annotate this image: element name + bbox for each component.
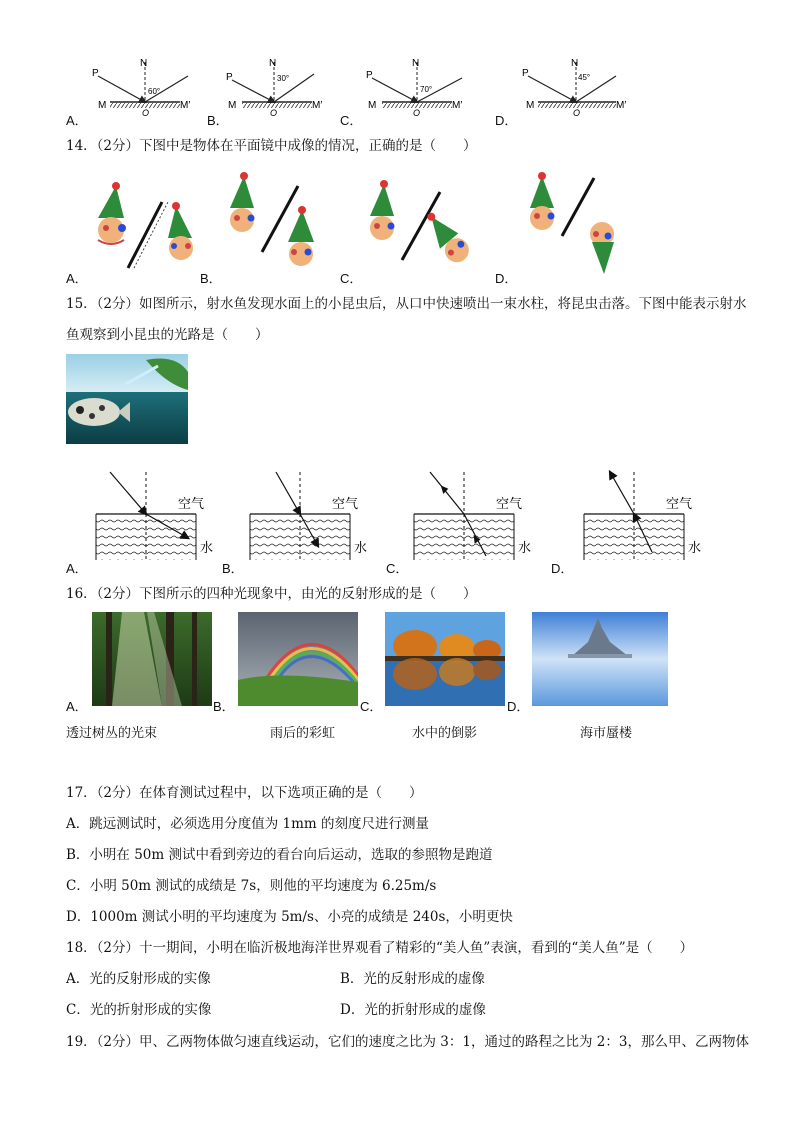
svg-text:水: 水 [354,540,368,555]
q13-diagram-b [222,56,352,118]
q18-option-a: A．光的反射形成的实像 [66,971,211,987]
q14-option-b-letter: B． [200,271,222,286]
label-p: P [92,68,99,79]
water-reflection-photo [385,612,505,706]
q17-option-b: B．小明在 50m 测试中看到旁边的看台向后运动，选取的参照物是跑道 [66,847,493,863]
q15-stem-line2: 鱼观察到小昆虫的光路是（ ） [66,327,269,343]
clown-object-icon [530,172,555,230]
q16-caption-d: 海市蜃楼 [580,726,633,741]
q13-diagram-a [80,56,210,118]
q14-diagram-d [520,172,630,275]
svg-text:空气: 空气 [666,496,693,511]
q14-diagram-b [218,172,333,275]
q15-option-d-letter: D． [551,561,574,576]
q17-option-c: C．小明 50m 测试的成绩是 7s，则他的平均速度为 6.25m/s [66,878,437,894]
svg-text:M: M [526,100,535,111]
angle-label: 60° [148,87,161,96]
svg-text:M′: M′ [452,100,463,111]
svg-text:P: P [522,68,529,79]
q13-option-a-letter: A． [66,113,88,128]
q19-stem: 19．（2分）甲、乙两物体做匀速直线运动，它们的速度之比为 3：1，通过的路程之比为 2：3，那么甲、乙两物体 [66,1034,749,1050]
mirage-photo [532,612,668,706]
svg-text:O: O [573,108,581,118]
svg-text:O: O [413,108,421,118]
q18-option-d: D．光的折射形成的虚像 [340,1002,486,1018]
clown-object-icon [370,180,395,240]
q17-option-a: A．跳远测试时，必须选用分度值为 1mm 的刻度尺进行测量 [66,816,430,832]
q16-option-c-letter: C． [360,699,383,714]
q15-diagram-a [92,468,222,568]
q13-diagram-c [362,56,492,118]
svg-text:N: N [412,58,420,69]
q15-stem-line1: 15．（2分）如图所示，射水鱼发现水面上的小昆虫后，从口中快速喷出一束水柱，将昆虫击落。下图中能表示射水 [66,296,747,312]
q15-option-b-letter: B． [222,561,244,576]
mirror-icon [128,202,168,268]
q13-diagram-d [516,56,646,118]
svg-text:N: N [269,58,277,69]
q14-option-a-letter: A． [66,271,88,286]
clown-image-icon [590,222,614,274]
q16-option-a-letter: A． [66,699,88,714]
clown-image-icon [288,206,314,266]
q16-caption-a: 透过树丛的光束 [66,726,158,741]
clown-object-icon [230,172,255,232]
q13-option-c-letter: C． [340,113,363,128]
q16-caption-b: 雨后的彩虹 [270,726,336,741]
svg-text:M: M [368,100,377,111]
mirror-icon [562,178,594,236]
q15-diagram-c [410,468,540,568]
q16-caption-c: 水中的倒影 [412,726,478,741]
svg-text:M′: M′ [616,100,627,111]
svg-text:水: 水 [200,540,214,555]
mirror-icon [262,186,298,252]
q18-option-b: B．光的反射形成的虚像 [340,971,485,987]
svg-text:空气: 空气 [496,496,523,511]
svg-text:空气: 空气 [332,496,359,511]
q15-diagram-d [580,468,710,568]
svg-text:P: P [366,70,373,81]
svg-text:水: 水 [688,540,702,555]
svg-text:P: P [226,72,233,83]
q15-option-a-letter: A． [66,561,88,576]
svg-text:70°: 70° [420,85,433,94]
clown-image-icon [168,202,193,260]
svg-text:M′: M′ [312,100,323,111]
svg-text:O: O [270,108,278,118]
q17-stem: 17．（2分）在体育测试过程中，以下选项正确的是（ ） [66,785,423,801]
svg-text:45°: 45° [578,73,591,82]
q13-option-b-letter: B． [207,113,229,128]
clown-object-icon [98,182,126,244]
q14-stem: 14．（2分）下图中是物体在平面镜中成像的情况，正确的是（ ） [66,138,477,154]
q17-option-d: D．1000m 测试小明的平均速度为 5m/s、小亮的成绩是 240s，小明更快 [66,909,513,925]
svg-text:N: N [571,58,579,69]
q18-option-c: C．光的折射形成的实像 [66,1002,212,1018]
svg-text:空气: 空气 [178,496,205,511]
q16-option-d-letter: D． [507,699,530,714]
label-m-prime: M′ [180,100,191,111]
q18-stem: 18．（2分）十一期间，小明在临沂极地海洋世界观看了精彩的“美人鱼”表演，看到的“美人鱼”是（ ） [66,940,694,956]
q14-diagram-c [358,180,483,275]
q13-option-d-letter: D． [495,113,518,128]
label-o: O [142,108,150,118]
q14-diagram-a [84,180,199,275]
q14-option-c-letter: C． [340,271,363,286]
svg-text:水: 水 [518,540,532,555]
svg-text:30°: 30° [277,74,290,83]
label-n: N [140,58,148,69]
q16-stem: 16．（2分）下图所示的四种光现象中，由光的反射形成的是（ ） [66,586,477,602]
archer-fish-photo [66,354,188,444]
q15-option-c-letter: C． [386,561,409,576]
forest-light-beams-photo [92,612,212,706]
incident-ray [98,76,145,102]
label-m: M [98,100,107,111]
q14-option-d-letter: D． [495,271,518,286]
svg-text:M: M [228,100,237,111]
rainbow-photo [238,612,358,706]
q16-option-b-letter: B． [213,699,235,714]
q15-diagram-b [246,468,376,568]
